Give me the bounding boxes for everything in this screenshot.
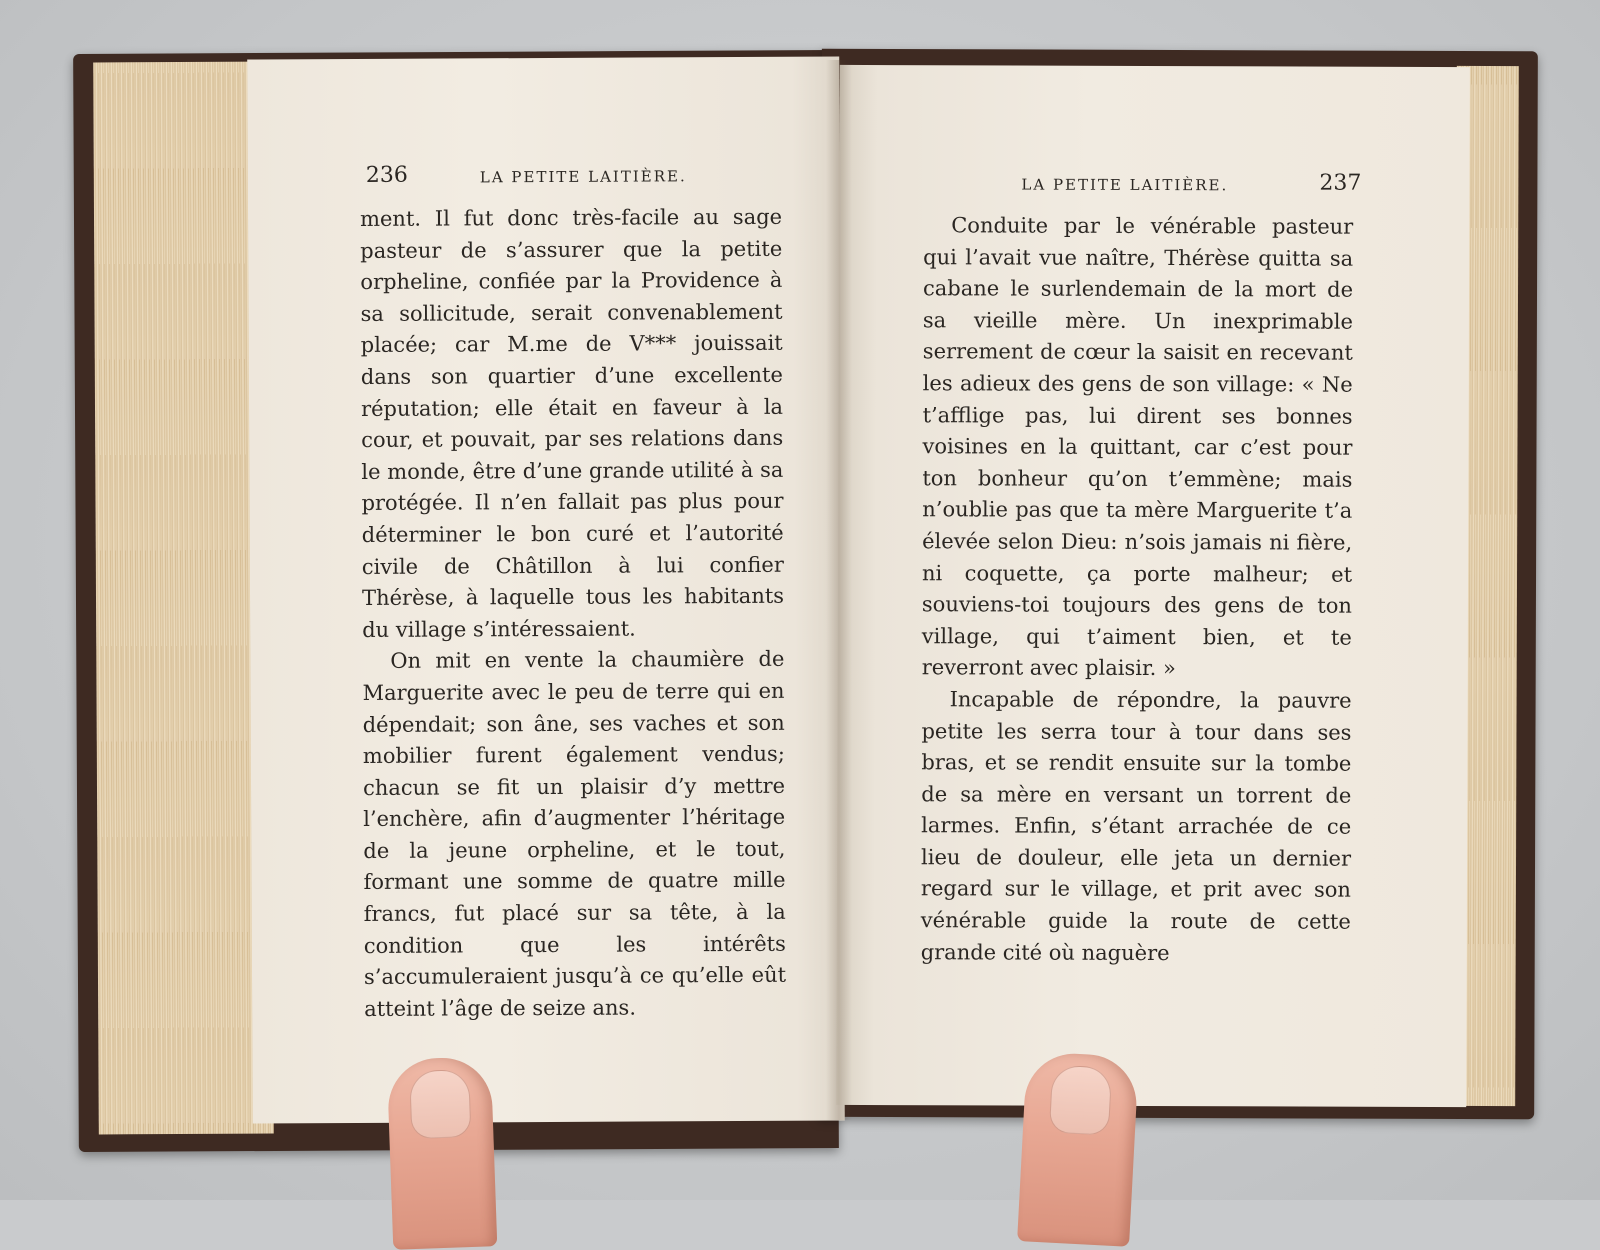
- left-thumbnail-nail: [409, 1069, 471, 1139]
- left-page: [247, 56, 845, 1123]
- right-running-title: LA PETITE LAITIÈRE.: [1021, 175, 1229, 195]
- right-paragraph-2: Incapable de répondre, la pauvre petite les serra tour à tour dans ses bras, et se rendit ensuite sur la tombe de sa mère en versant un torrent de larmes. Enfin, s’étant arrachée de ce lieu de douleur, elle jeta un dernier regard sur le village, et prit avec son vénérable guide la route de cette grande cité où naguère: [920, 687, 1352, 965]
- right-running-head: [839, 170, 1469, 196]
- left-paragraph-2: On mit en vente la chaumière de Marguerite avec le peu de terre qui en dépendait; son âne, ses vaches et son mobilier furent également vendus; chacun se fit un plaisir d’y mettre l’enchère, afin d’augmenter l’héritage de la jeune orpheline, et le tout, formant une somme de quatre mille francs, fut placé sur sa tête, à la condition que les intérêts s’accumuleraient jusqu’à ce qu’elle eût atteint l’âge de seize ans.: [362, 647, 787, 1021]
- left-page-number: 236: [365, 162, 408, 188]
- left-running-title: LA PETITE LAITIÈRE.: [479, 167, 687, 187]
- left-page-text: [360, 202, 786, 1026]
- right-thumb: [1017, 1051, 1139, 1247]
- left-running-head: [248, 162, 840, 188]
- right-paragraph-1: Conduite par le vénérable pasteur qui l’avait vue naître, Thérèse quitta sa cabane le surlendemain de la mort de sa vieille mère. Un inexprimable serrement de cœur la saisit en recevant les adieux des gens de son village: « Ne t’afflige pas, lui dirent ses bonnes voisines en la quittant, car c’est pour ton bonheur qu’on t’emmène; mais n’oublie pas que ta mère Marguerite t’a élevée selon Dieu: n’sois jamais ni fière, ni coquette, ça porte malheur; et souviens-toi toujours des gens de ton village, qui t’aiment bien, et te reverront avec plaisir. »: [921, 213, 1354, 681]
- right-page-number: 237: [1319, 170, 1362, 196]
- book-gutter: [826, 60, 852, 1120]
- right-thumbnail-nail: [1049, 1065, 1112, 1136]
- left-page-block-edge: [93, 62, 274, 1135]
- right-page-text: [921, 210, 1354, 970]
- right-page: [836, 65, 1470, 1107]
- left-paragraph-1: ment. Il fut donc très-facile au sage pasteur de s’assurer que la petite orpheline, confiée par la Providence à sa sollicitude, serait convenablement placée; car M.me de V*** jouissait dans son quartier d’une excellente réputation; elle était en faveur à la cour, et pouvait, par ses relations dans le monde, être d’une grande utilité à sa protégée. Il n’en fallait pas plus pour déterminer le bon curé et l’autorité civile de Châtillon à lui confier Thérèse, à laquelle tous les habitants du village s’intéressaient.: [359, 204, 785, 642]
- left-thumb: [387, 1056, 498, 1250]
